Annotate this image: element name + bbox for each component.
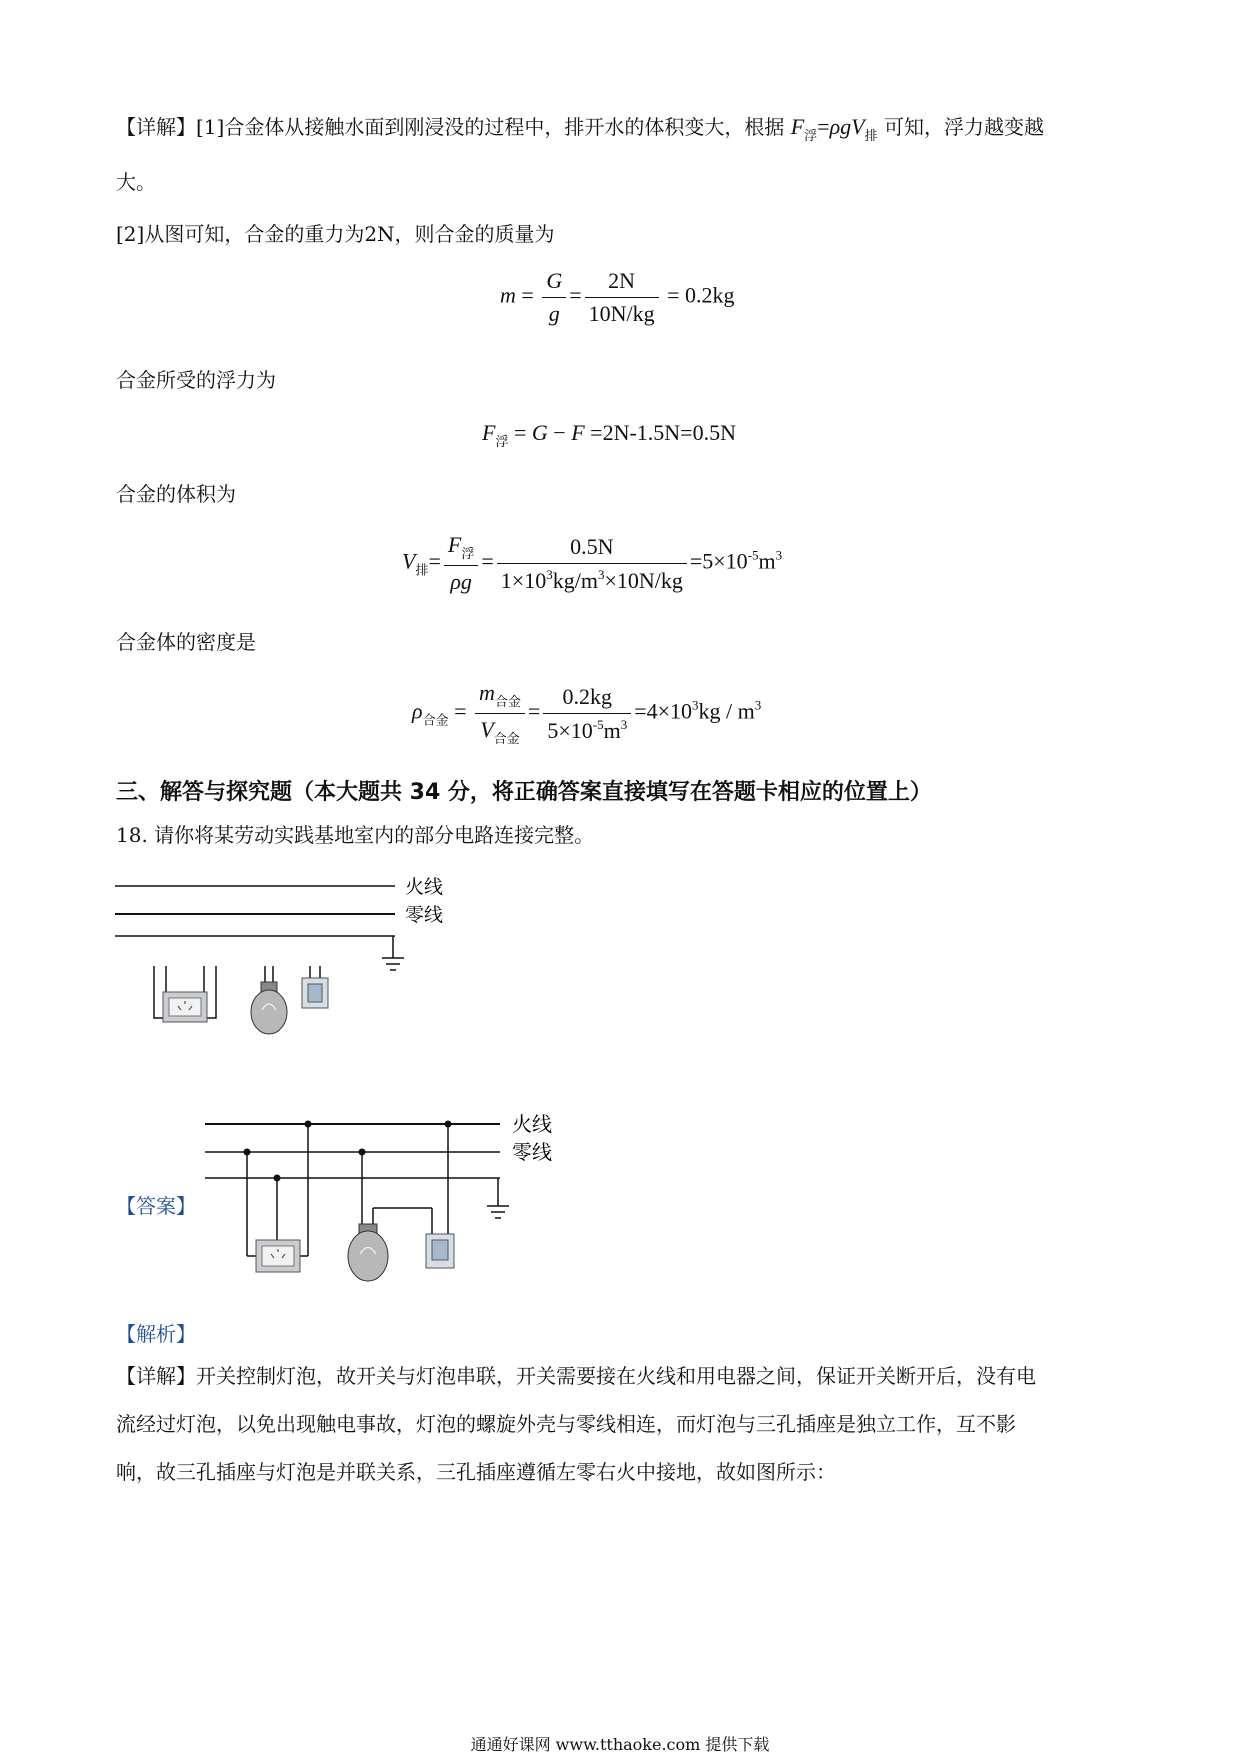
switch-icon — [302, 966, 328, 1008]
switch-icon — [426, 1234, 454, 1268]
bulb-icon — [251, 966, 287, 1034]
density-intro: 合金体的密度是 — [116, 630, 256, 654]
detail-text-1: [1]合金体从接触水面到刚浸没的过程中，排开水的体积变大，根据 — [196, 115, 785, 139]
page-footer: 通通好课网 www.tthaoke.com 提供下载 — [470, 1735, 770, 1754]
mass-intro: [2]从图可知，合金的重力为2N，则合金的质量为 — [116, 222, 555, 246]
detail-label: 【详解】 — [116, 115, 196, 139]
ground-symbol — [382, 936, 404, 970]
live-label: 火线 — [405, 876, 444, 898]
detail2-line3: 响，故三孔插座与灯泡是并联关系，三孔插座遵循左零右火中接地，故如图所示： — [116, 1460, 836, 1484]
detail-label-2: 【详解】 — [116, 1364, 196, 1388]
answer-label: 【答案】 — [116, 1194, 196, 1218]
question-number: 18. — [116, 823, 148, 847]
answer-circuit-diagram — [200, 1108, 580, 1298]
question-text: 请你将某劳动实践基地室内的部分电路连接完整。 — [154, 823, 595, 847]
mass-formula: m = $\frac{G}{g}$ = $\frac{2N}{10N/kg}$ = 0.2kg — [500, 268, 735, 326]
density-formula: $\rho_{合金}$ = $\frac{m_{合金}}{V_{合金}}$ = $\frac{0.2kg}{5\times 10^{-5}m^3}$ $=4\times 10^3kg / m^3$ — [412, 680, 762, 747]
volume-intro: 合金的体积为 — [116, 482, 236, 506]
detail-paragraph-1 — [116, 116, 1044, 143]
question-18 — [116, 825, 594, 845]
ground-symbol — [487, 1178, 509, 1218]
inline-formula: $F_浮=\rho gV_排$ — [790, 114, 878, 144]
bulb-icon — [348, 1224, 388, 1281]
buoyancy-formula: $F_浮 = G - F =2N-1.5N=0.5N$ — [482, 420, 736, 450]
detail2-line2: 流经过灯泡，以免出现触电事故，灯泡的螺旋外壳与零线相连，而灯泡与三孔插座是独立工作，互不影 — [116, 1412, 1016, 1436]
live-label: 火线 — [512, 1112, 552, 1136]
socket-wiring — [244, 1121, 312, 1257]
socket-icon — [154, 966, 216, 1022]
neutral-label: 零线 — [405, 904, 444, 926]
analysis-label: 【解析】 — [116, 1322, 196, 1346]
volume-formula: $V_排=$ $\frac{F_浮}{\rho g}$ = $\frac{0.5N}{1\times 10^3kg/m^3\times 10N/kg}$ $=5\times 10^{-5}m^3$ — [402, 532, 783, 594]
buoyancy-intro: 合金所受的浮力为 — [116, 368, 276, 392]
section-heading: 三、解答与探究题（本大题共 34 分，将正确答案直接填写在答题卡相应的位置上） — [116, 780, 932, 805]
detail2-line1: 开关控制灯泡，故开关与灯泡串联，开关需要接在火线和用电器之间，保证开关断开后，没有电 — [196, 1364, 1036, 1388]
socket-icon — [256, 1240, 300, 1272]
detail-text-2: 可知，浮力越变越 — [883, 115, 1044, 139]
detail-text-3: 大。 — [116, 170, 156, 194]
neutral-label: 零线 — [512, 1140, 552, 1164]
detail-paragraph-2-line-1 — [116, 1366, 1036, 1386]
question-circuit-diagram — [110, 870, 470, 1050]
